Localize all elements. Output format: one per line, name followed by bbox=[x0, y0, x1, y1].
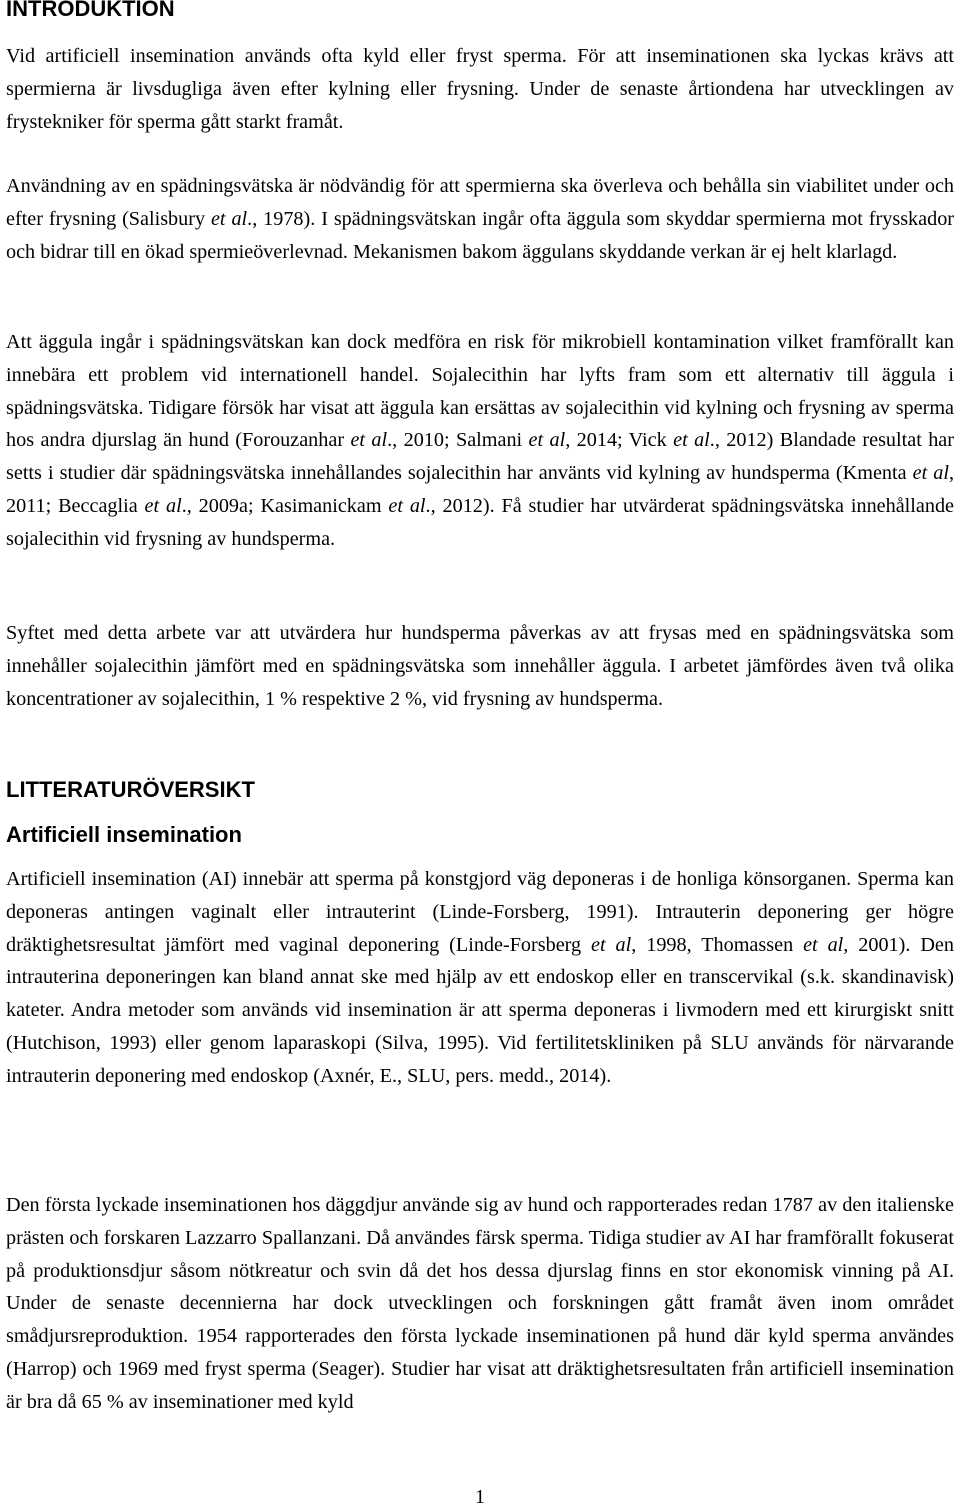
text-segment: Artificiell insemination (AI) innebär att sperma på konstgjord väg deponeras i de honliga könsorganen. Sperma kan deponeras antingen vaginalt eller intrauterint (Linde-Forsberg, 1991). Intrauterin deponering ger högre dräktighetsresultat jämfört med vaginal deponering (Linde-Forsberg bbox=[6, 868, 954, 956]
text-segment: ., 2009a; Kasimanickam bbox=[181, 494, 389, 517]
text-segment: ., 2010; Salmani bbox=[387, 429, 529, 452]
citation-et-al: et al bbox=[591, 933, 632, 956]
citation-et-al: et al bbox=[210, 207, 248, 230]
citation-et-al: et al bbox=[673, 429, 710, 452]
text-segment: Att äggula ingår i spädningsvätskan kan dock medföra en risk för mikrobiell kontamination vilket framförallt kan innebära ett problem vid internationell handel. Sojalecithin har lyfts fram som ett alternativ till äggula i spädningsvätska. Tidigare försök har visat att äggula kan ersättas av sojalecithin vid kylning och frysning av sperma hos andra djurslag än hund (Forouzanhar bbox=[6, 331, 954, 452]
citation-et-al: et al bbox=[350, 429, 388, 452]
citation-et-al: et al bbox=[388, 494, 426, 517]
text-segment: , 2011; Beccaglia bbox=[6, 462, 954, 517]
paragraph-aggula bbox=[6, 326, 954, 556]
text-segment: Användning av en spädningsvätska är nödvändig för att spermierna ska överleva och behålla sin viabilitet under och efter frysning (Salisbury bbox=[6, 175, 954, 230]
heading-litteraturoversikt: LITTERATURÖVERSIKT bbox=[6, 777, 255, 802]
text-segment: , 2014; Vick bbox=[565, 429, 674, 452]
paragraph-syfte: Syftet med detta arbete var att utvärdera hur hundsperma påverkas av att frysas med en spädningsvätska som innehåller sojalecithin jämfört med en spädningsvätska som innehåller äggula. I arbetet jämfördes även två olika koncentrationer av sojalecithin, 1 % respektive 2 %, vid frysning av hundsperma. bbox=[6, 622, 954, 710]
paragraph-spadningsvatska bbox=[6, 170, 954, 268]
citation-et-al: et al bbox=[144, 494, 182, 517]
text-segment: ., 2012) Blandade resultat har setts i studier där spädningsvätska innehållandes sojalecithin har använts vid kylning av hundsperma (Kmenta bbox=[6, 429, 954, 485]
citation-et-al: et al bbox=[528, 429, 566, 452]
text-segment: , 1998, Thomassen bbox=[631, 933, 804, 956]
page-number: 1 bbox=[475, 1486, 485, 1508]
heading-artificiell-insemination: Artificiell insemination bbox=[6, 822, 242, 847]
heading-introduktion: INTRODUKTION bbox=[6, 0, 175, 21]
paragraph-historia: Den första lyckade inseminationen hos däggdjur använde sig av hund och rapporterades redan 1787 av den italienske prästen och forskaren Lazzarro Spallanzani. Då användes färsk sperma. Tidiga studier av AI har framförallt fokuserat på produktionsdjur såsom nötkreatur och svin då det hos dessa djurslag finns en stor ekonomisk vinning på AI. Under de senaste decennierna har dock utvecklingen och forskningen gått framåt även inom området smådjursreproduktion. 1954 rapporterades den första lyckade inseminationen på hund där kyld sperma användes (Harrop) och 1969 med fryst sperma (Seager). Studier har visat att dräktighetsresultaten från artificiell insemination är bra då 65 % av inseminationer med kyld bbox=[6, 1194, 954, 1413]
text-segment: , 2001). Den intrauterina deponeringen kan bland annat ske med hjälp av ett endoskop eller en transcervikal (s.k. skandinavisk) kateter. Andra metoder som används vid insemination är att sperma deponeras i livmodern med ett kirurgiskt snitt (Hutchison, 1993) eller genom laparaskopi (Silva, 1995). Vid fertilitetskliniken på SLU används för närvarande intrauterin deponering med endoskop (Axnér, E., SLU, pers. medd., 2014). bbox=[6, 933, 954, 1087]
paragraph-ai-definition bbox=[6, 863, 954, 1093]
text-segment: ., 1978). I spädningsvätskan ingår ofta äggula som skyddar spermierna mot frysskador och bidrar till en ökad spermieöverlevnad. Mekanismen bakom äggulans skyddande verkan är ej helt klarlagd. bbox=[6, 207, 955, 263]
citation-et-al: et al bbox=[912, 462, 949, 485]
paragraph-intro: Vid artificiell insemination används ofta kyld eller fryst sperma. För att inseminationen ska lyckas krävs att spermierna är livsdugliga även efter kylning eller frysning. Under de senaste årtiondena har utvecklingen av frystekniker för sperma gått starkt framåt. bbox=[6, 45, 954, 133]
citation-et-al: et al bbox=[803, 933, 844, 956]
text-segment: ., 2012). Få studier har utvärderat spädningsvätska innehållande sojalecithin vid frysning av hundsperma. bbox=[6, 494, 955, 550]
